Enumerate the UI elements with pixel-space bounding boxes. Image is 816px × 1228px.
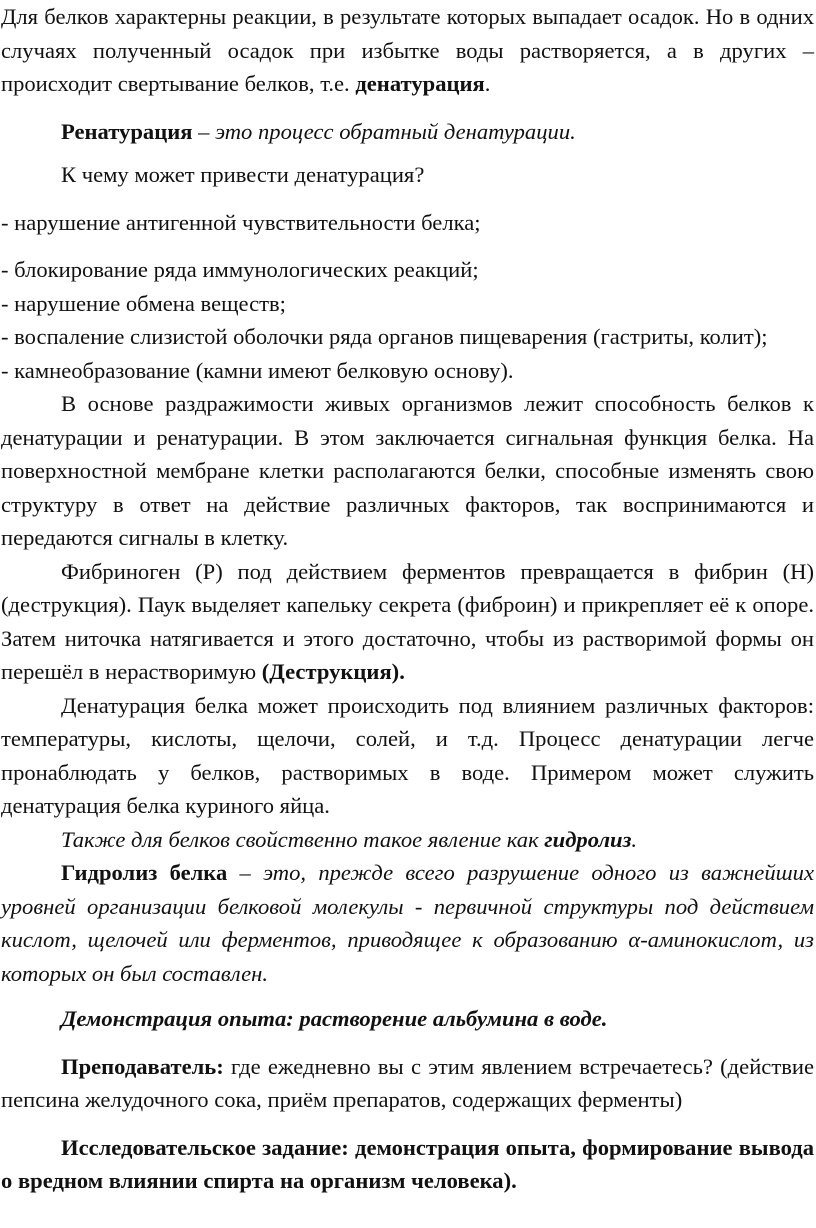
list-item: [1, 320, 814, 354]
paragraph-end: .: [631, 826, 638, 852]
term-destruction: (Деструкция).: [261, 659, 405, 684]
teacher-label: Преподаватель:: [61, 1053, 224, 1079]
paragraph-text: где ежедневно вы с этим явлением встречаетесь? (действие пепсина желудочного сока, приём препаратов, содержащих ферменты): [1, 1053, 814, 1112]
paragraph-renaturation-definition: [1, 115, 814, 149]
paragraph-text: Также для белков свойственно такое явление как: [61, 826, 545, 852]
paragraph-end: .: [484, 71, 491, 96]
question-text: К чему может привести денатурация?: [61, 162, 425, 187]
list-item-text: - нарушение антигенной чувствительности белка;: [1, 209, 481, 235]
paragraph-research-task: [1, 1131, 814, 1198]
research-task-heading: Исследовательское задание: демонстрация опыта, формирование вывода о вредном влиянии спирта на организм человека).: [1, 1134, 814, 1193]
paragraph-hydrolysis-intro: [1, 823, 814, 857]
paragraph-text: Фибриноген (Р) под действием ферментов превращается в фибрин (Н) (деструкция). Паук выделяет капельку секрета (фиброин) и прикрепляет её к опоре. Затем ниточка натягивается и этого достаточно, чтобы из растворимой формы он перешёл в нерастворимую: [1, 558, 814, 684]
list-item: [1, 354, 814, 388]
term-renaturation: Ренатурация: [61, 118, 193, 144]
paragraph-denaturation-factors: [1, 689, 814, 823]
paragraph-precipitation: [1, 0, 814, 101]
paragraph-signal-function: [1, 387, 814, 555]
paragraph-fibrinogen: [1, 555, 814, 689]
list-item-text: - воспаление слизистой оболочки ряда органов пищеварения (гастриты, колит);: [1, 324, 768, 349]
definition-text: это процесс обратный денатурации.: [215, 118, 576, 144]
list-item-text: - блокирование ряда иммунологических реакций;: [1, 257, 479, 282]
term-protein-hydrolysis: Гидролиз белка: [61, 860, 228, 885]
list-item: [1, 253, 814, 287]
term-denaturation: денатурация: [355, 71, 485, 96]
list-item-text: - нарушение обмена веществ;: [1, 290, 286, 316]
paragraph-hydrolysis-definition: [1, 856, 814, 990]
paragraph-text: В основе раздражимости живых организмов лежит способность белков к денатурации и ренатурации. В этом заключается сигнальная функция белка. На поверхностной мембране клетки располагаются белки, способные изменять свою структуру в ответ на действие различных факторов, так воспринимаются и передаются сигналы в клетку.: [1, 391, 814, 550]
paragraph-question: [1, 158, 814, 192]
paragraph-text: Денатурация белка может происходить под влиянием различных факторов: температуры, кислоты, щелочи, солей, и т.д. Процесс денатурации легче пронаблюдать у белков, растворимых в воде. Примером может служить денатурация белка куриного яйца.: [1, 692, 814, 818]
definition-text: это, прежде всего разрушение одного из важнейших уровней организации белковой молекулы - первичной структуры под действием кислот, щелочей или ферментов, приводящее к образованию α-аминокислот, из которых он был составлен.: [1, 860, 815, 986]
dash: –: [192, 118, 216, 144]
term-hydrolysis: гидролиз: [544, 826, 632, 852]
paragraph-teacher: [1, 1050, 814, 1117]
paragraph-text: Для белков характерны реакции, в результате которых выпадает осадок. Но в одних случаях полученный осадок при избытке воды растворяется, а в других – происходит свертывание белков, т.е.: [1, 4, 814, 96]
list-item: [1, 287, 814, 321]
demonstration-heading: Демонстрация опыта: растворение альбумина в воде.: [61, 1006, 608, 1031]
paragraph-demonstration: [1, 1002, 814, 1036]
dash: –: [227, 860, 264, 885]
list-item-text: - камнеобразование (камни имеют белковую основу).: [1, 357, 514, 383]
list-item: [1, 206, 814, 240]
